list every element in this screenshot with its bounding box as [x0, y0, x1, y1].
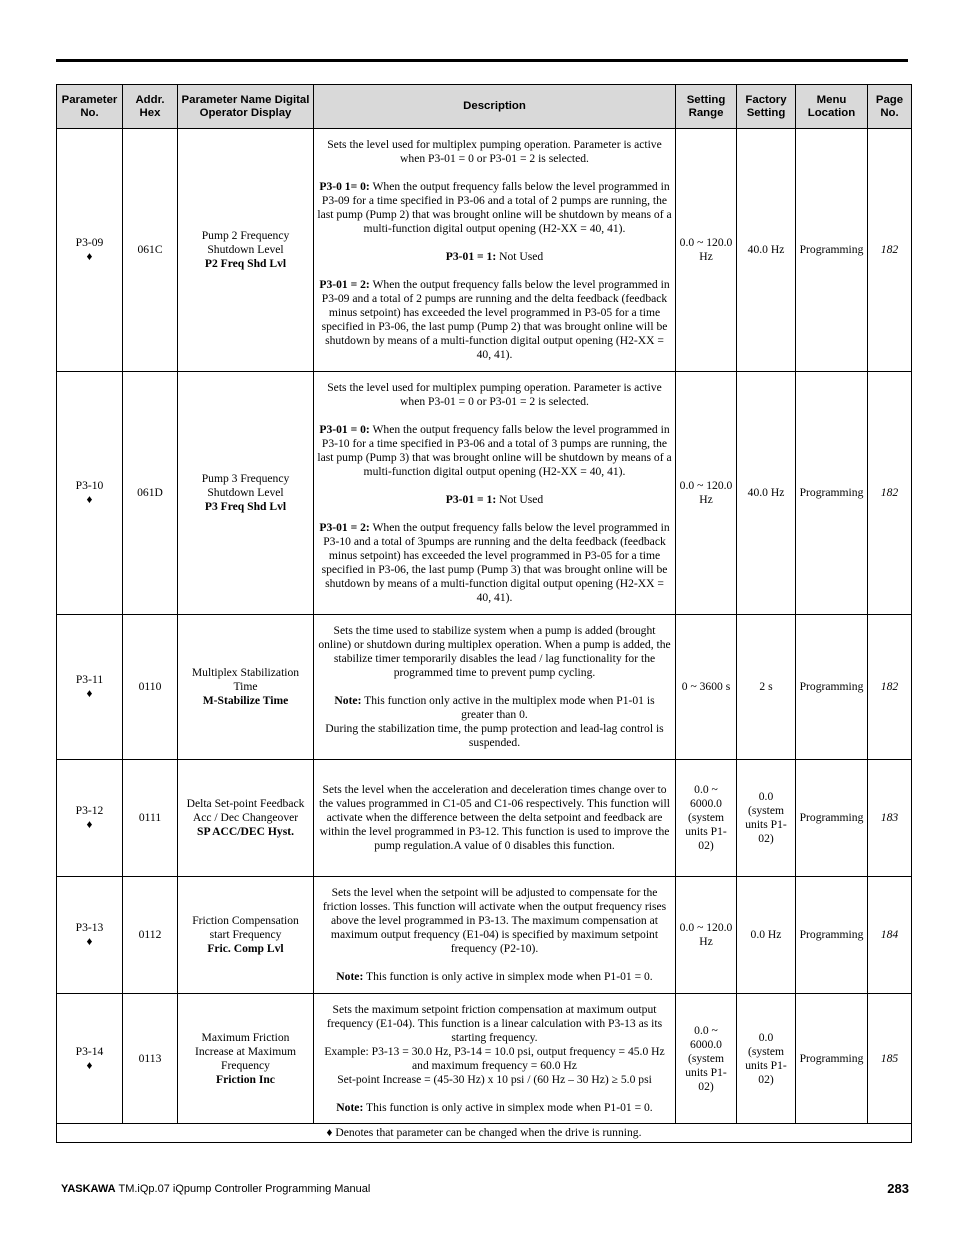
param-name: Multiplex Stabilization Time: [191, 666, 300, 693]
description-cell: [314, 994, 676, 1124]
operator-display: M-Stabilize Time: [202, 694, 289, 707]
header-setting-range: Setting Range: [676, 85, 737, 129]
desc-bold: P3-0 1= 0:: [319, 180, 370, 193]
page-link[interactable]: 182: [868, 372, 912, 615]
desc-bold: P3-01 = 1:: [445, 250, 497, 263]
desc-bold: P3-01 = 1:: [445, 493, 497, 506]
desc-paragraph: [317, 278, 672, 362]
addr-cell: 0113: [123, 994, 178, 1124]
factory-cell: 40.0 Hz: [737, 372, 796, 615]
param-number: P3-11: [75, 673, 104, 686]
top-rule: [56, 59, 908, 62]
factory-cell: 2 s: [737, 615, 796, 760]
addr-cell: 0111: [123, 760, 178, 877]
param-name: Pump 3 Frequency Shutdown Level: [201, 472, 290, 499]
desc-paragraph: Set-point Increase = (45-30 Hz) x 10 psi / (60 Hz – 30 Hz) ≥ 5.0 psi: [337, 1072, 652, 1086]
param-cell: [57, 760, 123, 877]
header-factory-setting: Factory Setting: [737, 85, 796, 129]
footnote-row: [57, 1124, 912, 1143]
range-cell: 0.0 ~ 6000.0 (system units P1-02): [676, 760, 737, 877]
operator-display: P2 Freq Shd Lvl: [204, 257, 287, 270]
param-name: Friction Compensation start Frequency: [192, 914, 299, 941]
description-cell: [314, 877, 676, 994]
parameter-table: [56, 84, 912, 1143]
table-row: [57, 129, 912, 372]
desc-text: This function is only active in simplex mode when P1-01 = 0.: [363, 1100, 653, 1114]
factory-cell: 0.0 Hz: [737, 877, 796, 994]
operator-display: Friction Inc: [216, 1072, 275, 1086]
desc-paragraph: [317, 493, 672, 507]
name-cell: [178, 760, 314, 877]
operator-display: SP ACC/DEC Hyst.: [197, 825, 294, 838]
desc-bold: Note:: [336, 970, 364, 983]
desc-text: Not Used: [496, 493, 544, 506]
name-cell: [178, 129, 314, 372]
addr-cell: 061D: [123, 372, 178, 615]
page-link[interactable]: 185: [868, 994, 912, 1124]
desc-paragraph: [317, 694, 672, 722]
name-cell: [178, 615, 314, 760]
manual-title: TM.iQp.07 iQpump Controller Programming Manual: [118, 1183, 371, 1195]
header-addr-hex: Addr. Hex: [123, 85, 178, 129]
description-cell: [314, 615, 676, 760]
menu-cell: Programming: [796, 129, 868, 372]
operator-display: P3 Freq Shd Lvl: [204, 500, 287, 513]
table-row: [57, 615, 912, 760]
table-row: [57, 760, 912, 877]
desc-paragraph: [317, 970, 672, 984]
param-name: Maximum Friction Increase at Maximum Frequency: [194, 1030, 297, 1072]
factory-cell: 0.0 (system units P1-02): [737, 994, 796, 1124]
param-number: P3-10: [75, 479, 104, 492]
desc-paragraph: Sets the level when the acceleration and deceleration times change over to the values programmed in C1-05 and C1-06 respectively. This function will activate when the difference between the delta setpoint and feedback are within the level programmed in P3-12. This function is used to improve the pump regulation.A value of 0 disables this function.: [319, 783, 670, 852]
page-link[interactable]: 184: [868, 877, 912, 994]
desc-text: When the output frequency falls below the level programmed in P3-10 and a total of 3pumps are running and the delta feedback (feedback minus setpoint) has exceeded the level programmed in P3-05 for a time specified in P3-06, the last pump (Pump 3) that was brought online will be shutdown by means of a multi-function digital output opening (H2-XX = 40, 41).: [321, 521, 670, 604]
desc-text: When the output frequency falls below the level programmed in P3-09 and a total of 2 pumps are running and the delta feedback (feedback minus setpoint) has exceeded the level programmed in P3-05 for a time specified in P3-06, the last pump (Pump 2) that was brought online will be shutdown by means of a multi-function digital output opening (H2-XX = 40, 41).: [321, 278, 670, 361]
table-header-row: [57, 85, 912, 129]
operator-display: Fric. Comp Lvl: [207, 942, 284, 955]
desc-paragraph: Sets the level when the setpoint will be adjusted to compensate for the friction losses. This function will activate when the output frequency rises above the level programmed in P3-13. The maximum compensation at maximum output frequency (E1-04) is specified by maximum setpoint frequency (P2-10).: [322, 886, 667, 955]
diamond-icon: ♦: [86, 493, 93, 506]
desc-paragraph: [317, 1101, 672, 1115]
param-number: P3-14: [75, 1044, 104, 1058]
description-cell: [314, 372, 676, 615]
desc-paragraph: [317, 423, 672, 479]
param-cell: [57, 129, 123, 372]
param-name: Delta Set-point Feedback Acc / Dec Changeover: [186, 797, 305, 824]
menu-cell: Programming: [796, 877, 868, 994]
desc-bold: P3-01 = 2:: [319, 278, 370, 291]
desc-text: When the output frequency falls below the level programmed in P3-10 for a time specified in P3-06 and a total of 3 pumps are running, the last pump (Pump 3) that was brought online will be shutdown by means of a multi-function digital output opening (H2-XX = 40, 41).: [317, 423, 672, 478]
param-number: P3-13: [75, 921, 104, 934]
diamond-icon: ♦: [86, 1058, 93, 1072]
description-cell: [314, 129, 676, 372]
menu-cell: Programming: [796, 760, 868, 877]
description-cell: [314, 760, 676, 877]
desc-paragraph: Sets the time used to stabilize system when a pump is added (brought online) or shutdown during multiplex operation. When a pump is added, the stabilize timer temporarily disables the lead / lag functionality for the programmed time to prevent pump cycling.: [318, 624, 671, 679]
footnote: ♦ Denotes that parameter can be changed when the drive is running.: [57, 1124, 912, 1143]
name-cell: [178, 372, 314, 615]
header-parameter-name: Parameter Name Digital Operator Display: [178, 85, 314, 129]
desc-paragraph: [317, 521, 672, 605]
name-cell: [178, 994, 314, 1124]
desc-text: Not Used: [496, 250, 544, 263]
desc-bold: Note:: [336, 1100, 364, 1114]
desc-text: This function is only active in simplex mode when P1-01 = 0.: [363, 970, 653, 983]
desc-bold: Note:: [334, 694, 362, 707]
desc-paragraph: [317, 250, 672, 264]
range-cell: 0.0 ~ 120.0 Hz: [676, 129, 737, 372]
param-cell: [57, 994, 123, 1124]
param-name: Pump 2 Frequency Shutdown Level: [201, 229, 290, 256]
table-row: [57, 372, 912, 615]
desc-paragraph: [317, 180, 672, 236]
param-number: P3-09: [75, 236, 104, 249]
header-parameter-no: Parameter No.: [57, 85, 123, 129]
table-row: [57, 994, 912, 1124]
header-page-no: Page No.: [868, 85, 912, 129]
desc-bold: P3-01 = 2:: [319, 521, 370, 534]
page-number: 283: [887, 1181, 909, 1196]
desc-bold: P3-01 = 0:: [319, 423, 370, 436]
page-link[interactable]: 182: [868, 129, 912, 372]
factory-cell: 40.0 Hz: [737, 129, 796, 372]
range-cell: 0.0 ~ 120.0 Hz: [676, 372, 737, 615]
desc-paragraph: Sets the level used for multiplex pumping operation. Parameter is active when P3-01 = 0 or P3-01 = 2 is selected.: [327, 138, 662, 165]
page-link[interactable]: 182: [868, 615, 912, 760]
diamond-icon: ♦: [86, 818, 93, 831]
param-number: P3-12: [75, 804, 104, 817]
range-cell: 0.0 ~ 6000.0 (system units P1-02): [676, 994, 737, 1124]
footer-title: [61, 1183, 370, 1195]
desc-paragraph: During the stabilization time, the pump protection and lead-lag control is suspended.: [325, 722, 664, 749]
range-cell: 0.0 ~ 120.0 Hz: [676, 877, 737, 994]
menu-cell: Programming: [796, 994, 868, 1124]
range-cell: 0 ~ 3600 s: [676, 615, 737, 760]
menu-cell: Programming: [796, 372, 868, 615]
param-cell: [57, 615, 123, 760]
param-cell: [57, 877, 123, 994]
desc-paragraph: Sets the maximum setpoint friction compensation at maximum output frequency (E1-04). This function is a linear calculation with P3-13 as its starting frequency.: [326, 1002, 663, 1044]
brand-logo: YASKAWA: [61, 1183, 116, 1195]
param-cell: [57, 372, 123, 615]
name-cell: [178, 877, 314, 994]
diamond-icon: ♦: [86, 935, 93, 948]
addr-cell: 0110: [123, 615, 178, 760]
desc-text: This function only active in the multiplex mode when P1-01 is greater than 0.: [361, 694, 655, 721]
diamond-icon: ♦: [86, 250, 93, 263]
addr-cell: 0112: [123, 877, 178, 994]
desc-paragraph: Sets the level used for multiplex pumping operation. Parameter is active when P3-01 = 0 or P3-01 = 2 is selected.: [327, 381, 662, 408]
desc-paragraph: Example: P3-13 = 30.0 Hz, P3-14 = 10.0 psi, output frequency = 45.0 Hz and maximum frequency = 60.0 Hz: [324, 1044, 665, 1072]
table-row: [57, 877, 912, 994]
diamond-icon: ♦: [86, 687, 93, 700]
factory-cell: 0.0 (system units P1-02): [737, 760, 796, 877]
desc-text: When the output frequency falls below the level programmed in P3-09 for a time specified in P3-06 and a total of 2 pumps are running, the last pump (Pump 2) that was brought online will be shutdown by means of a multi-function digital output opening (H2-XX = 40, 41).: [317, 180, 672, 235]
menu-cell: Programming: [796, 615, 868, 760]
addr-cell: 061C: [123, 129, 178, 372]
header-description: Description: [314, 85, 676, 129]
page-link[interactable]: 183: [868, 760, 912, 877]
header-menu-location: Menu Location: [796, 85, 868, 129]
